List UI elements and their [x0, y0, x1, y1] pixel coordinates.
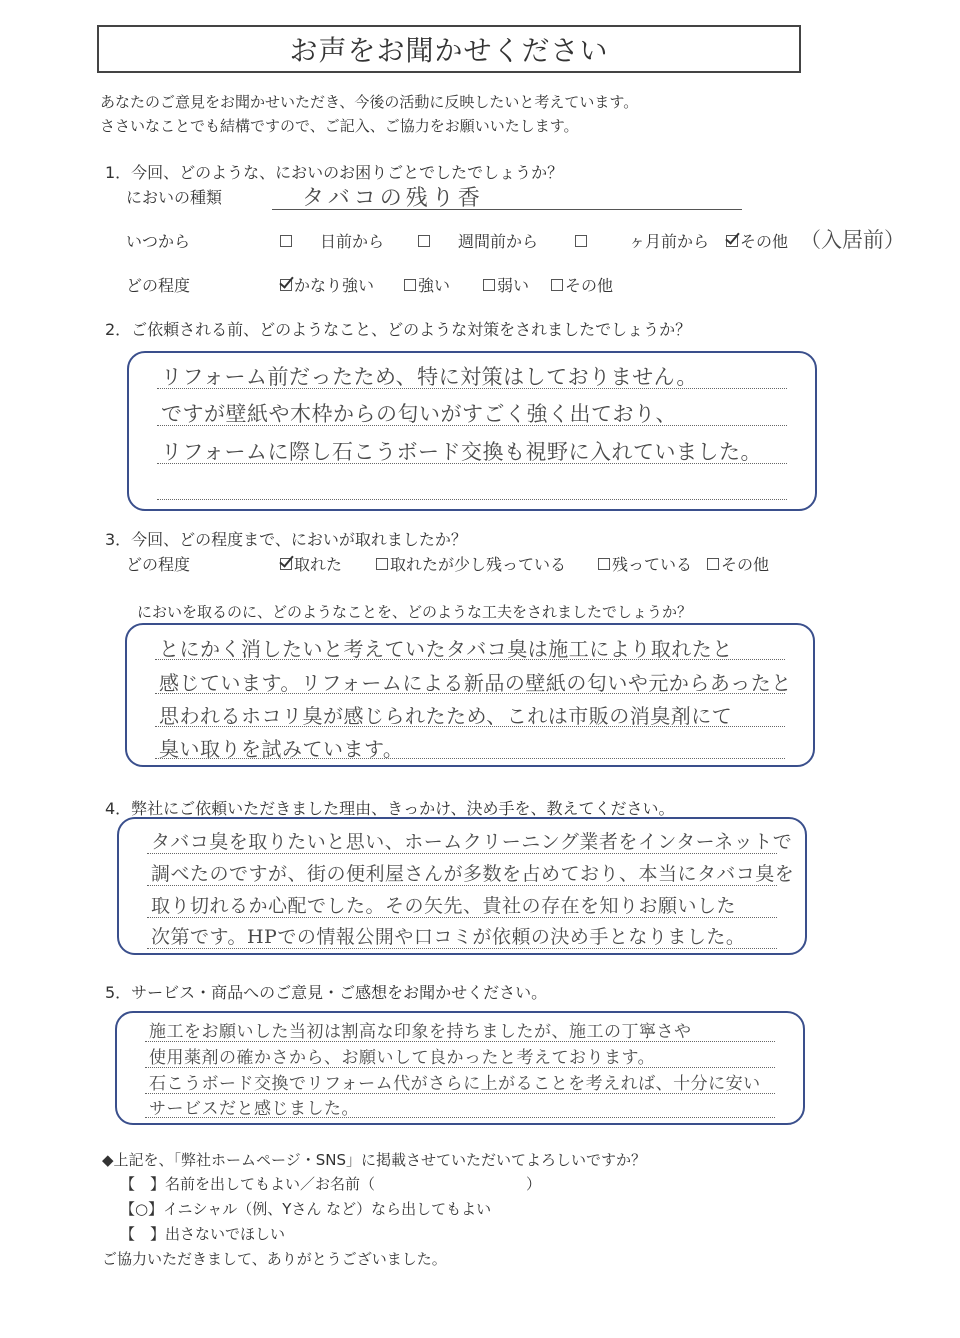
q1-type-field[interactable]	[272, 183, 742, 210]
q4-answer-line-2: 調べたのですが、街の便利屋さんが多数を占めており、本当にタバコ臭を	[151, 863, 795, 885]
q3-answer-line-1: とにかく消したいと考えていたタバコ臭は施工により取れたと	[159, 637, 733, 661]
q1-type-answer: タバコの残り香	[302, 186, 484, 211]
checkbox-icon[interactable]	[551, 279, 563, 291]
q5-question: 5．サービス・商品へのご意見・ご感想をお聞かせください。	[105, 983, 548, 1002]
q1-since-option-other[interactable]: その他	[726, 229, 788, 252]
checkbox-icon[interactable]	[280, 235, 292, 247]
q1-since-option-weeks[interactable]: 週間前から	[418, 229, 538, 252]
q1-since-other-note: （入居前）	[800, 228, 905, 252]
q3-option-other[interactable]: その他	[707, 552, 769, 575]
q3-option-partly[interactable]: 取れたが少し残っている	[376, 552, 566, 575]
q1-degree-option-strong[interactable]: 強い	[404, 273, 450, 296]
option-mark-selected[interactable]: 【○】	[120, 1200, 164, 1218]
publish-option-initial[interactable]	[120, 1198, 491, 1219]
q2-answer-line-1: リフォーム前だったため、特に対策はしておりません。	[161, 365, 698, 389]
checked-checkbox-icon[interactable]	[280, 279, 292, 291]
q3-question: 3．今回、どの程度まで、においが取れましたか？	[105, 530, 467, 549]
q4-answer-line-3: 取り切れるか心配でした。その矢先、貴社の存在を知りお願いした	[151, 895, 737, 917]
q5-answer-box[interactable]	[115, 1011, 805, 1125]
q1-degree-label: どの程度	[126, 276, 191, 295]
option-text: イニシャル（例、Yさん など）なら出してもよい	[163, 1200, 492, 1218]
q5-answer-line-4: サービスだと感じました。	[149, 1099, 359, 1119]
q5-answer-line-3: 石こうボード交換でリフォーム代がさらに上がることを考えれば、十分に安い	[149, 1074, 761, 1094]
publish-option-name[interactable]	[120, 1173, 375, 1194]
checkbox-icon[interactable]	[404, 279, 416, 291]
q3-answer-box[interactable]	[125, 623, 815, 767]
checkbox-icon[interactable]	[418, 235, 430, 247]
checkbox-icon[interactable]	[376, 558, 388, 570]
q3-sub-question: においを取るのに、どのようなことを、どのような工夫をされましたでしょうか？	[137, 603, 693, 621]
q3-answer-line-2: 感じています。リフォームによる新品の壁紙の匂いや元からあったと	[159, 671, 792, 695]
q4-question: 4．弊社にご依頼いただきました理由、きっかけ、決め手を、教えてください。	[105, 799, 675, 818]
q5-answer-line-2: 使用薬剤の確かさから、お願いして良かったと考えております。	[149, 1048, 656, 1068]
checkbox-icon[interactable]	[598, 558, 610, 570]
option-mark[interactable]: 【 】	[120, 1225, 166, 1243]
option-text: 名前を出してもよい／お名前（	[165, 1175, 376, 1193]
q4-answer-line-4: 次第です。HPでの情報公開や口コミが依頼の決め手となりました。	[151, 926, 746, 948]
q3-degree-label: どの程度	[126, 555, 191, 574]
checkbox-icon[interactable]	[483, 279, 495, 291]
q1-since-option-months[interactable]: ヶ月前から	[575, 229, 709, 252]
q2-answer-line-3: リフォームに際し石こうボード交換も視野に入れていました。	[161, 440, 762, 464]
q2-question: 2．ご依頼される前、どのようなこと、どのような対策をされましたでしょうか？	[105, 320, 692, 339]
q1-degree-option-other[interactable]: その他	[551, 273, 613, 296]
checkbox-icon[interactable]	[707, 558, 719, 570]
q4-answer-line-1: タバコ臭を取りたいと思い、ホームクリーニング業者をインターネットで	[151, 831, 793, 853]
publish-option-none[interactable]	[120, 1223, 285, 1244]
checked-checkbox-icon[interactable]	[280, 558, 292, 570]
q3-answer-line-4: 臭い取りを試みています。	[159, 737, 404, 761]
option-mark[interactable]: 【 】	[120, 1175, 166, 1193]
thanks-message: ご協力いただきまして、ありがとうございました。	[102, 1250, 447, 1268]
option-text: 出さないでほしい	[165, 1225, 286, 1243]
q4-answer-box[interactable]	[117, 817, 807, 955]
publish-question: ◆上記を、「弊社ホームページ・SNS」に掲載させていただいてよろしいですか？	[102, 1151, 647, 1169]
checkbox-icon[interactable]	[575, 235, 587, 247]
q2-answer-line-2: ですが壁紙や木枠からの匂いがすごく強く出ており、	[161, 402, 677, 426]
page-title: お声をお聞かせください	[97, 25, 801, 73]
intro-line-1: あなたのご意見をお聞かせいただき、今後の活動に反映したいと考えています。	[100, 93, 639, 111]
intro-line-2: ささいなことでも結構ですので、ご記入、ご協力をお願いいたします。	[100, 117, 579, 135]
q5-answer-line-1: 施工をお願いした当初は割高な印象を持ちましたが、施工の丁寧さや	[149, 1022, 692, 1042]
q1-question: 1．今回、どのような、においのお困りごとでしたでしょうか？	[105, 163, 564, 182]
q3-answer-line-3: 思われるホコリ臭が感じられたため、これは市販の消臭剤にて	[159, 704, 733, 728]
q1-since-label: いつから	[126, 232, 191, 251]
checked-checkbox-icon[interactable]	[726, 235, 738, 247]
q1-since-option-days[interactable]: 日前から	[280, 229, 384, 252]
q2-answer-box[interactable]	[127, 351, 817, 511]
q1-degree-option-very-strong[interactable]: かなり強い	[280, 273, 374, 296]
q1-type-label: においの種類	[126, 188, 223, 207]
q3-option-remains[interactable]: 残っている	[598, 552, 692, 575]
publish-option-name-close: ）	[526, 1175, 542, 1193]
q1-degree-option-weak[interactable]: 弱い	[483, 273, 529, 296]
q3-option-removed[interactable]: 取れた	[280, 552, 342, 575]
